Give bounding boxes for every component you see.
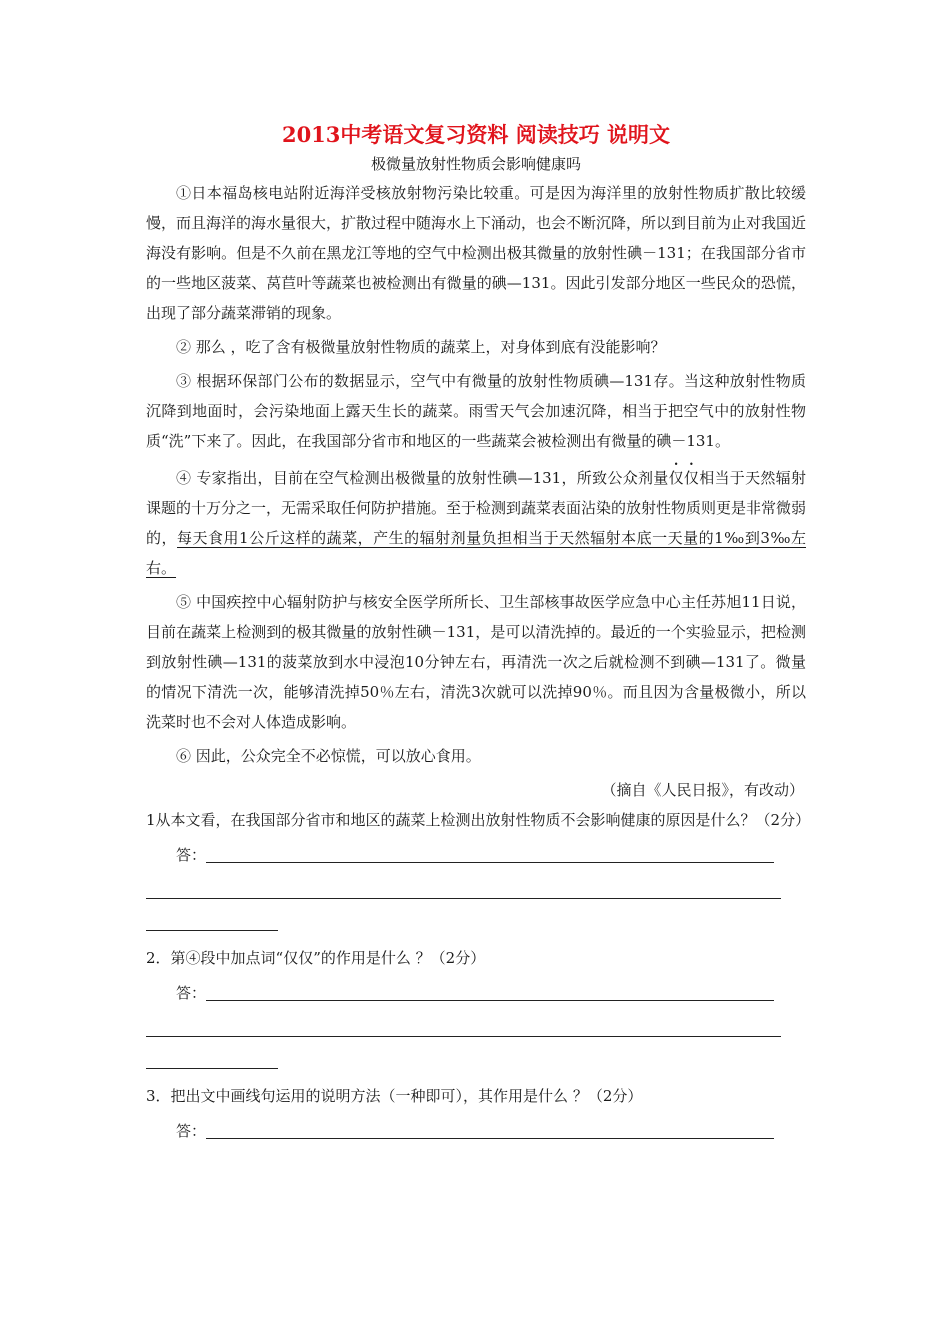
- answer-2-line-2[interactable]: [146, 1005, 781, 1037]
- paragraph-2: ② 那么 ，吃了含有极微量放射性物质的蔬菜上，对身体到底有没能影响？: [176, 338, 666, 356]
- article-title: 极微量放射性物质会影响健康吗: [370, 155, 581, 173]
- question-2: [146, 943, 806, 1069]
- answer-3-row: [146, 1111, 806, 1143]
- document-title: 2013中考语文复习资料 阅读技巧 说明文: [281, 122, 671, 147]
- question-1: [146, 805, 811, 931]
- paragraph-4-part-a: ④ 专家指出，目前在空气检测出极微量的放射性碘—131，所致公众剂量: [176, 469, 669, 487]
- answer-3-line-1[interactable]: [206, 1137, 774, 1139]
- paragraph-4: [146, 460, 806, 583]
- question-3: [146, 1081, 806, 1143]
- answer-1-line-2[interactable]: [146, 867, 781, 899]
- question-3-text: 3．把出文中画线句运用的说明方法（一种即可），其作用是什么 ？（2分）: [146, 1087, 643, 1105]
- answer-3-label: 答：: [176, 1122, 207, 1140]
- source-citation: （摘自《人民日报》，有改动）: [601, 781, 804, 799]
- paragraph-3: ③ 根据环保部门公布的数据显示，空气中有微量的放射性物质碘—131存。当这种放射性物质沉降到地面时，会污染地面上露天生长的蔬菜。雨雪天气会加速沉降，相当于把空气中的放射性物质“洗”下来了。因此，在我国部分省市和地区的一些蔬菜会被检测出有微量的碘－131。: [146, 372, 806, 450]
- paragraph-4-part-b: 相当于天然辐射课题的十万分之一，无需采取任何防护措施。至于检测到蔬菜表面沾染的放射性物质则更是非常微弱的，: [146, 469, 807, 547]
- answer-1-label: 答：: [176, 846, 207, 864]
- answer-1-line-1[interactable]: [206, 861, 774, 863]
- underlined-sentence: 每天食用1公斤这样的蔬菜，产生的辐射剂量负担相当于天然辐射本底一天量的1‰到3‰左右。: [146, 529, 806, 577]
- dotted-word: 仅仅: [668, 469, 700, 487]
- answer-2-label: 答：: [176, 984, 207, 1002]
- paragraph-6: ⑥ 因此，公众完全不必惊慌，可以放心食用。: [176, 747, 481, 765]
- answer-2-row: [146, 973, 806, 1005]
- question-1-text: 1从本文看，在我国部分省市和地区的蔬菜上检测出放射性物质不会影响健康的原因是什么？（2分）: [146, 811, 811, 829]
- answer-2-line-3[interactable]: [146, 1037, 278, 1069]
- answer-1-row: [146, 835, 806, 867]
- answer-1-line-3[interactable]: [146, 899, 278, 931]
- paragraph-5: ⑤ 中国疾控中心辐射防护与核安全医学所所长、卫生部核事故医学应急中心主任苏旭11日说，目前在蔬菜上检测到的极其微量的放射性碘－131，是可以清洗掉的。最近的一个实验显示，把检测到放射性碘—131的菠菜放到水中浸泡10分钟左右，再清洗一次之后就检测不到碘—131了。微量的情况下清洗一次，能够清洗掉50％左右，清洗3次就可以洗掉90％。而且因为含量极微小，所以洗菜时也不会对人体造成影响。: [146, 593, 806, 731]
- paragraph-1: ①日本福岛核电站附近海洋受核放射物污染比较重。可是因为海洋里的放射性物质扩散比较缓慢，而且海洋的海水量很大，扩散过程中随海水上下涌动，也会不断沉降，所以到目前为止对我国近海没有影响。但是不久前在黑龙江等地的空气中检测出极其微量的放射性碘－131；在我国部分省市的一些地区菠菜、莴苣叶等蔬菜也被检测出有微量的碘—131。因此引发部分地区一些民众的恐慌，出现了部分蔬菜滞销的现象。: [146, 184, 807, 322]
- document-page: [146, 118, 811, 1143]
- answer-2-line-1[interactable]: [206, 999, 774, 1001]
- question-2-text: 2．第④段中加点词“仅仅”的作用是什么 ？（2分）: [146, 949, 486, 967]
